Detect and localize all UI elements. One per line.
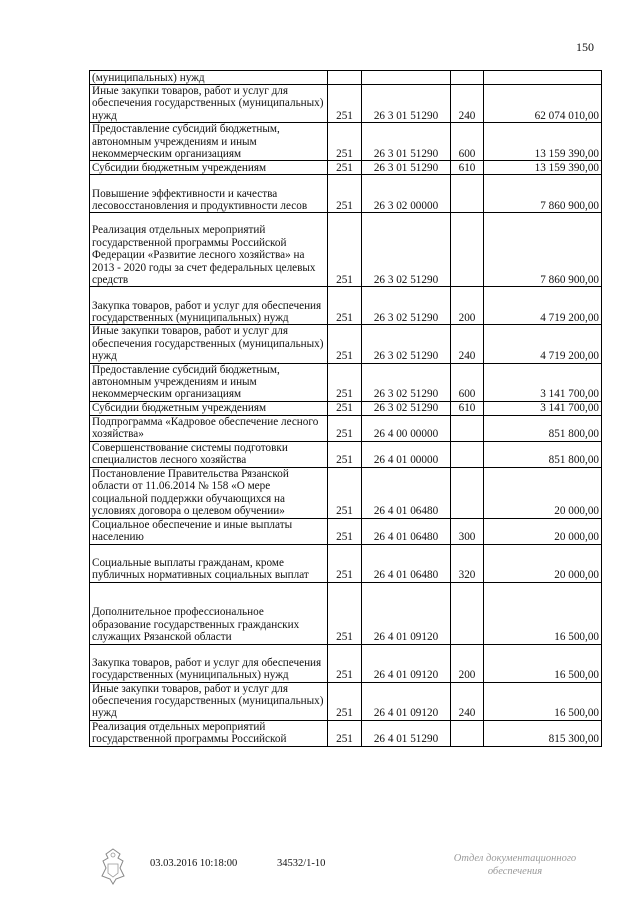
name-cell: Закупка товаров, работ и услуг для обеспечения государственных (муниципальных) нужд [90,644,328,682]
table-row [90,85,602,123]
gr-cell: 251 [328,401,362,415]
name-cell: Реализация отдельных мероприятий государственной программы Российской Федерации «Развитие лесного хозяйства» на 2013 - 2020 годы за счет федеральных целевых средств [90,213,328,287]
csr-cell: 26 4 01 06480 [362,518,451,544]
name-cell: Социальное обеспечение и иные выплаты населению [90,518,328,544]
budget-table-body [90,71,602,747]
csr-cell: 26 4 01 06480 [362,467,451,518]
csr-cell: 26 3 02 51290 [362,325,451,363]
table-row [90,71,602,85]
gr-cell: 251 [328,518,362,544]
department-stamp-line2: обеспечения [487,866,543,877]
sum-cell: 16 500,00 [484,582,602,644]
csr-cell: 26 4 01 51290 [362,720,451,746]
name-cell: Предоставление субсидий бюджетным, автономным учреждениям и иным некоммерческим организациям [90,363,328,401]
vr-cell: 610 [451,161,484,175]
sum-cell: 4 719 200,00 [484,325,602,363]
name-cell: Субсидии бюджетным учреждениям [90,161,328,175]
vr-cell: 320 [451,544,484,582]
department-stamp-line1: Отдел документационного [453,853,577,864]
sum-cell: 20 000,00 [484,518,602,544]
sum-cell: 13 159 390,00 [484,123,602,161]
sum-cell: 851 800,00 [484,415,602,441]
footer-timestamp: 03.03.2016 10:18:00 [150,858,238,869]
sum-cell: 16 500,00 [484,644,602,682]
name-cell: Закупка товаров, работ и услуг для обеспечения государственных (муниципальных) нужд [90,287,328,325]
csr-cell: 26 4 01 06480 [362,544,451,582]
table-row [90,720,602,746]
sum-cell: 16 500,00 [484,682,602,720]
csr-cell: 26 4 01 09120 [362,682,451,720]
gr-cell: 251 [328,415,362,441]
sum-cell: 7 860 900,00 [484,213,602,287]
vr-cell [451,441,484,467]
name-cell: Подпрограмма «Кадровое обеспечение лесного хозяйства» [90,415,328,441]
gr-cell: 251 [328,682,362,720]
table-row [90,467,602,518]
name-cell: Субсидии бюджетным учреждениям [90,401,328,415]
department-stamp [440,852,590,878]
csr-cell: 26 3 02 00000 [362,175,451,213]
table-row [90,582,602,644]
gr-cell: 251 [328,287,362,325]
vr-cell [451,175,484,213]
name-cell: Повышение эффективности и качества лесовосстановления и продуктивности лесов [90,175,328,213]
name-cell: Постановление Правительства Рязанской области от 11.06.2014 № 158 «О мере социальной поддержки обучающихся на условиях договора о целевом обучении» [90,467,328,518]
table-row [90,518,602,544]
sum-cell: 20 000,00 [484,467,602,518]
vr-cell: 600 [451,123,484,161]
vr-cell [451,720,484,746]
name-cell: Социальные выплаты гражданам, кроме публичных нормативных социальных выплат [90,544,328,582]
vr-cell: 300 [451,518,484,544]
sum-cell: 20 000,00 [484,544,602,582]
vr-cell: 240 [451,325,484,363]
table-row [90,415,602,441]
table-row [90,123,602,161]
sum-cell: 62 074 010,00 [484,85,602,123]
csr-cell: 26 3 02 51290 [362,363,451,401]
gr-cell [328,71,362,85]
csr-cell [362,71,451,85]
name-cell: Предоставление субсидий бюджетным, автономным учреждениям и иным некоммерческим организациям [90,123,328,161]
gr-cell: 251 [328,213,362,287]
vr-cell [451,213,484,287]
csr-cell: 26 4 00 00000 [362,415,451,441]
csr-cell: 26 3 02 51290 [362,401,451,415]
csr-cell: 26 3 01 51290 [362,161,451,175]
vr-cell: 240 [451,682,484,720]
sum-cell: 3 141 700,00 [484,363,602,401]
gr-cell: 251 [328,161,362,175]
name-cell: Реализация отдельных мероприятий государственной программы Российской [90,720,328,746]
table-row [90,441,602,467]
gr-cell: 251 [328,123,362,161]
name-cell: Иные закупки товаров, работ и услуг для обеспечения государственных (муниципальных) нужд [90,85,328,123]
table-row [90,544,602,582]
sum-cell: 851 800,00 [484,441,602,467]
gr-cell: 251 [328,325,362,363]
sum-cell [484,71,602,85]
vr-cell [451,467,484,518]
csr-cell: 26 4 01 09120 [362,582,451,644]
table-row [90,287,602,325]
footer-document-id: 34532/1-10 [277,858,326,869]
table-row [90,644,602,682]
gr-cell: 251 [328,85,362,123]
csr-cell: 26 3 02 51290 [362,287,451,325]
csr-cell: 26 4 01 00000 [362,441,451,467]
vr-cell: 600 [451,363,484,401]
sum-cell: 13 159 390,00 [484,161,602,175]
vr-cell [451,582,484,644]
table-row [90,175,602,213]
table-row [90,363,602,401]
csr-cell: 26 3 01 51290 [362,85,451,123]
gr-cell: 251 [328,582,362,644]
sum-cell: 7 860 900,00 [484,175,602,213]
coat-of-arms-icon [96,846,130,886]
table-row [90,161,602,175]
vr-cell: 240 [451,85,484,123]
vr-cell [451,415,484,441]
budget-table [89,70,602,747]
vr-cell: 200 [451,644,484,682]
gr-cell: 251 [328,467,362,518]
csr-cell: 26 4 01 09120 [362,644,451,682]
gr-cell: 251 [328,363,362,401]
name-cell: Совершенствование системы подготовки специалистов лесного хозяйства [90,441,328,467]
name-cell: Иные закупки товаров, работ и услуг для обеспечения государственных (муниципальных) нужд [90,325,328,363]
sum-cell: 815 300,00 [484,720,602,746]
gr-cell: 251 [328,644,362,682]
gr-cell: 251 [328,175,362,213]
page-number: 150 [576,40,594,54]
gr-cell: 251 [328,441,362,467]
name-cell: (муниципальных) нужд [90,71,328,85]
table-row [90,325,602,363]
csr-cell: 26 3 02 51290 [362,213,451,287]
vr-cell [451,71,484,85]
vr-cell: 200 [451,287,484,325]
table-row [90,401,602,415]
gr-cell: 251 [328,544,362,582]
csr-cell: 26 3 01 51290 [362,123,451,161]
sum-cell: 4 719 200,00 [484,287,602,325]
vr-cell: 610 [451,401,484,415]
table-row [90,213,602,287]
name-cell: Иные закупки товаров, работ и услуг для обеспечения государственных (муниципальных) нужд [90,682,328,720]
gr-cell: 251 [328,720,362,746]
table-row [90,682,602,720]
sum-cell: 3 141 700,00 [484,401,602,415]
name-cell: Дополнительное профессиональное образование государственных гражданских служащих Рязанской области [90,582,328,644]
